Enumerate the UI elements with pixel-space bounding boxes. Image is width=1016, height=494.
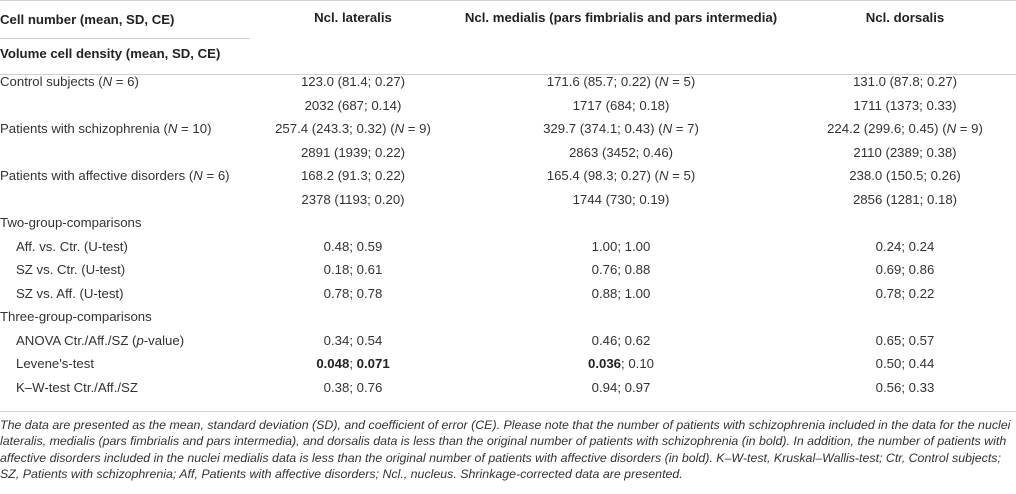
cell-medialis: 2863 (3452; 0.46) [568, 144, 674, 160]
table-row [0, 376, 1016, 400]
cell-medialis: 1744 (730; 0.19) [572, 191, 670, 207]
cell-medialis: 0.46; 0.62 [591, 332, 651, 348]
row-label: Patients with affective disorders (N = 6) [0, 168, 230, 184]
section-title-three-group: Three-group-comparisons [0, 309, 152, 325]
cell-medialis: 165.4 (98.3; 0.27) (N = 5) [546, 168, 696, 184]
cell-dorsalis: 0.56; 0.33 [875, 379, 935, 395]
table-row [0, 329, 1016, 353]
cell-dorsalis: 0.50; 0.44 [875, 356, 935, 372]
cell-lateralis: 2032 (687; 0.14) [304, 97, 402, 113]
cell-dorsalis: 238.0 (150.5; 0.26) [849, 168, 961, 184]
cell-lateralis: 168.2 (91.3; 0.22) [300, 168, 406, 184]
header-cell-number: Cell number (mean, SD, CE) [0, 11, 175, 27]
cell-lateralis: 2378 (1193; 0.20) [301, 191, 405, 207]
table-row [0, 258, 1016, 282]
cell-medialis: 0.94; 0.97 [591, 379, 651, 395]
cell-dorsalis: 0.24; 0.24 [875, 238, 935, 254]
cell-medialis: 329.7 (374.1; 0.43) (N = 7) [543, 121, 699, 137]
cell-medialis: 0.88; 1.00 [591, 285, 651, 301]
cell-lateralis: 0.18; 0.61 [323, 262, 383, 278]
table-row [0, 117, 1016, 141]
row-label: Aff. vs. Ctr. (U-test) [16, 238, 128, 254]
row-label: Control subjects (N = 6) [0, 74, 139, 90]
cell-lateralis: 0.48; 0.59 [323, 238, 383, 254]
cell-dorsalis: 0.78; 0.22 [875, 285, 935, 301]
cell-dorsalis: 2110 (2389; 0.38) [853, 144, 957, 160]
cell-dorsalis: 0.65; 0.57 [875, 332, 935, 348]
cell-lateralis: 0.34; 0.54 [323, 332, 383, 348]
cell-dorsalis: 131.0 (87.8; 0.27) [852, 74, 958, 90]
top-rule [0, 0, 1016, 1]
cell-dorsalis: 2856 (1281; 0.18) [852, 191, 958, 207]
cell-medialis: 1717 (684; 0.18) [572, 97, 670, 113]
row-label: SZ vs. Ctr. (U-test) [16, 262, 126, 278]
cell-dorsalis: 0.69; 0.86 [875, 262, 935, 278]
cell-lateralis: 257.4 (243.3; 0.32) (N = 9) [275, 121, 431, 137]
table-footnote: The data are presented as the mean, standard deviation (SD), and coefficient of error (CE). Please note that the number of patients with schizophrenia included in the data for the nuclei lateralis, medialis (pars fimbrialis and pars intermedia), and dorsalis data is less than the original number of patients with schizophrenia (in bold). In addition, the number of patients with affective disorders included in the nuclei medialis data is less than the original number of patients with affective disorders (in bold). K–W-test, Kruskal–Wallis-test; Ctr, Control subjects; SZ, Patients with schizophrenia; Aff, Patients with affective disorders; Ncl., nucleus. Shrinkage-corrected data are presented. [0, 418, 1011, 482]
row-label: Patients with schizophrenia (N = 10) [0, 121, 212, 137]
header-volume-density: Volume cell density (mean, SD, CE) [0, 45, 221, 61]
cell-lateralis: 0.78; 0.78 [323, 285, 383, 301]
cell-lateralis: 2891 (1939; 0.22) [300, 144, 406, 160]
row-label: SZ vs. Aff. (U-test) [16, 285, 124, 301]
table-row [0, 94, 1016, 118]
section-title-two-group: Two-group-comparisons [0, 215, 142, 231]
table-row [0, 235, 1016, 259]
section-row [0, 211, 1016, 235]
row-label: ANOVA Ctr./Aff./SZ (p-value) [16, 332, 185, 348]
table-row [0, 188, 1016, 212]
table-row [0, 141, 1016, 165]
cell-lateralis: 123.0 (81.4; 0.27) [300, 74, 406, 90]
cell-dorsalis: 224.2 (299.6; 0.45) (N = 9) [827, 121, 983, 137]
header-row-1 [0, 2, 1016, 36]
row-label: K–W-test Ctr./Aff./SZ [16, 379, 138, 395]
table-row [0, 352, 1016, 376]
data-table [0, 2, 1016, 399]
header-ncl-lateralis: Ncl. lateralis [314, 10, 392, 25]
cell-medialis: 1.00; 1.00 [591, 238, 651, 254]
header-ncl-dorsalis: Ncl. dorsalis [865, 10, 945, 25]
section-row [0, 305, 1016, 329]
cell-dorsalis: 1711 (1373; 0.33) [853, 97, 957, 113]
table-row [0, 70, 1016, 94]
cell-lateralis: 0.38; 0.76 [323, 379, 383, 395]
row-label: Levene's-test [16, 356, 95, 372]
cell-medialis: 0.76; 0.88 [591, 262, 651, 278]
cell-medialis: 0.036; 0.10 [587, 356, 654, 372]
table-row [0, 282, 1016, 306]
cell-medialis: 171.6 (85.7; 0.22) (N = 5) [546, 74, 696, 90]
table-row [0, 164, 1016, 188]
header-ncl-medialis: Ncl. medialis (pars fimbrialis and pars intermedia) [464, 10, 778, 25]
cell-lateralis: 0.048; 0.071 [316, 356, 390, 372]
table-bottom-rule [0, 411, 1016, 412]
